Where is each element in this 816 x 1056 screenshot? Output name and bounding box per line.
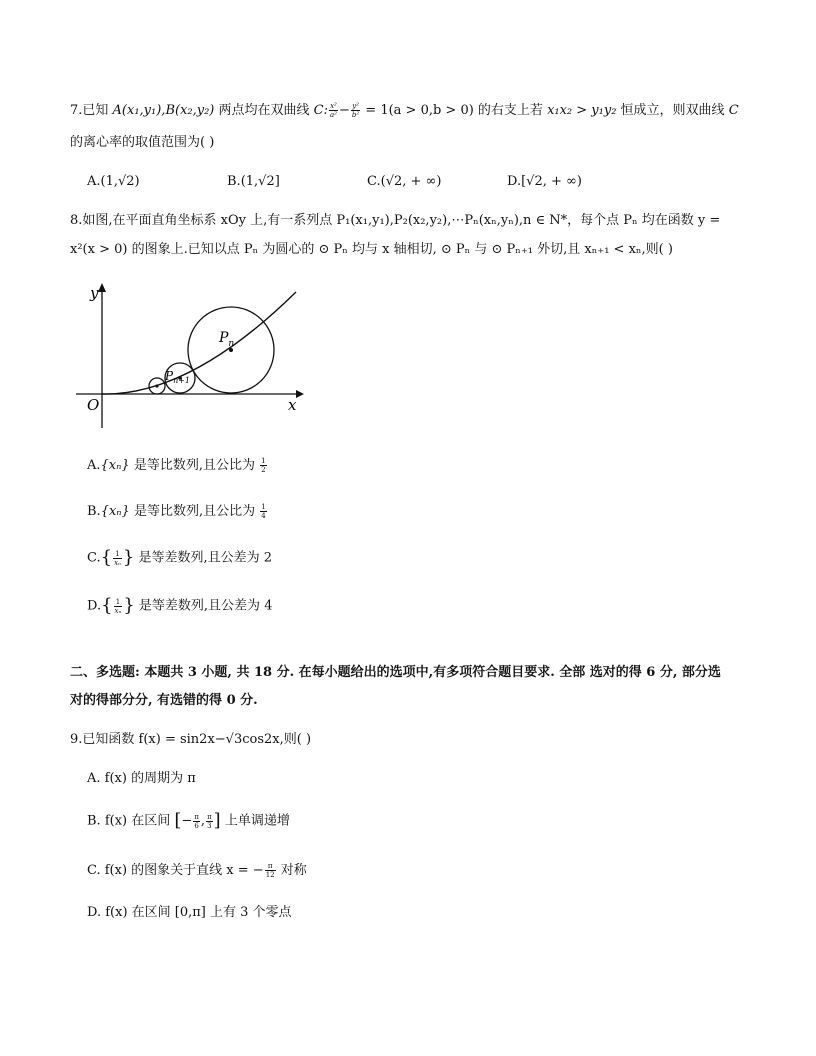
option-text-2: 对称 xyxy=(276,863,307,878)
q8-option-b[interactable] xyxy=(87,503,268,521)
q8-option-d[interactable]: D.{ $\frac{1}{\text{xₙ}}$ } 是等差数列,且公差为 4 xyxy=(87,595,273,616)
option-frac: $\frac{1}{4}$ xyxy=(261,503,266,520)
option-text: 是等比数列,且公比为 xyxy=(129,458,260,473)
pn1-label: $P_{n+1}$ xyxy=(165,369,191,385)
q7-curve-letter: C xyxy=(728,103,739,118)
option-text: (1,√2] xyxy=(240,174,280,189)
option-value: 4 xyxy=(264,598,273,614)
q9-option-d[interactable]: D. f(x) 在区间 [0,π] 上有 3 个零点 xyxy=(87,905,292,920)
section2-heading-line2: 对的得部分分, 有选错的得 0 分. xyxy=(70,693,258,708)
option-label: C. xyxy=(367,174,381,189)
q7-stem-text-2: 两点均在双曲线 xyxy=(214,103,314,118)
q7-equation: = 1(a > 0,b > 0) xyxy=(361,103,474,118)
q7-points: A(x₁,y₁),B(x₂,y₂) xyxy=(112,103,215,118)
option-text: (1,√2) xyxy=(100,174,140,189)
option-value: 2 xyxy=(263,550,273,566)
option-text: 是等差数列,且公差为 xyxy=(134,550,264,566)
option-label: B. xyxy=(227,174,241,189)
q7-condition: x₁x₂ > y₁y₂ xyxy=(547,103,617,118)
option-label: B. xyxy=(87,504,101,519)
q9-option-b[interactable]: B. f(x) 在区间 [− $\frac{\pi}{6}$ , $\frac{\pi}{3}$ ] 上单调递增 xyxy=(87,810,290,831)
x-axis-label: x xyxy=(288,396,297,414)
section2-heading-line1: 二、多选题: 本题共 3 小题, 共 18 分. 在每小题给出的选项中,有多项符合题目要求. 全部 选对的得 6 分, 部分选 xyxy=(70,665,721,680)
option-frac-2: $\frac{\pi}{3}$ xyxy=(207,812,212,830)
q9-option-a[interactable]: A. f(x) 的周期为 π xyxy=(87,771,196,786)
option-seq-frac: $\frac{1}{\text{xₙ}}$ xyxy=(114,549,121,567)
option-text: [√2, + ∞) xyxy=(521,174,582,189)
q7-option-c[interactable] xyxy=(367,173,441,191)
q7-option-d[interactable] xyxy=(507,173,582,191)
q8-figure xyxy=(70,278,310,428)
q8-stem-line1: 8.如图,在平面直角坐标系 xOy 上,有一系列点 P₁(x₁,y₁),P₂(x₂,y₂),⋯Pₙ(xₙ,yₙ),n ∈ N*，每个点 Pₙ 均在函数 y = xyxy=(70,213,721,228)
q9-option-c[interactable] xyxy=(87,862,307,880)
option-label: C. xyxy=(87,550,101,566)
pn-label: $P_n$ xyxy=(219,330,235,349)
center-small xyxy=(155,384,158,387)
option-frac: $\frac{1}{2}$ xyxy=(261,457,266,474)
option-text: (√2, + ∞) xyxy=(380,174,442,189)
option-frac-1: $\frac{\pi}{6}$ xyxy=(194,812,199,830)
option-frac: $\frac{\pi}{12}$ xyxy=(265,862,275,879)
option-seq: {xₙ} xyxy=(100,504,130,519)
q7-stem-text-4: 恒成立，则双曲线 xyxy=(616,103,729,118)
q7-stem-text-3: 的右支上若 xyxy=(473,103,548,118)
x-axis-arrow xyxy=(296,390,304,398)
origin-label: O xyxy=(87,396,100,414)
q8-option-c[interactable]: C.{ $\frac{1}{\text{xₙ}}$ } 是等差数列,且公差为 2 xyxy=(87,547,273,568)
y-axis-label: y xyxy=(90,284,99,302)
option-text: B. f(x) 在区间 xyxy=(87,813,175,829)
option-text: C. f(x) 的图象关于直线 x = − xyxy=(87,863,264,878)
q9-stem: 9.已知函数 f(x) = sin2x−√3cos2x,则( ) xyxy=(70,732,312,747)
option-text-2: 上单调递增 xyxy=(220,813,290,829)
option-seq-frac: $\frac{1}{\text{xₙ}}$ xyxy=(114,597,122,615)
y-axis-arrow xyxy=(98,283,106,292)
option-label: A. xyxy=(87,458,101,473)
option-label: D. xyxy=(87,598,102,614)
option-minus: − xyxy=(181,813,193,829)
option-text: 是等比数列,且公比为 xyxy=(129,504,260,519)
q8-option-a[interactable] xyxy=(87,457,268,475)
q7-curve-name: C: xyxy=(313,103,328,118)
q7-option-a[interactable] xyxy=(87,173,140,191)
option-label: A. xyxy=(87,174,101,189)
q7-option-b[interactable] xyxy=(227,173,280,191)
q7-frac-y: $\frac{\text{y²}}{\text{b²}}$ xyxy=(351,102,360,119)
q7-frac-x: $\frac{\text{x²}}{\text{a²}}$ xyxy=(329,102,337,119)
q7-stem-line2: 的离心率的取值范围为( ) xyxy=(70,135,215,150)
option-text: 是等差数列,且公差为 xyxy=(134,598,265,614)
option-label: D. xyxy=(507,174,522,189)
q7-stem-line1 xyxy=(70,102,739,120)
q7-stem-text: 7.已知 xyxy=(70,103,113,118)
q7-minus: − xyxy=(338,103,350,118)
q8-stem-line2: x²(x > 0) 的图象上.已知以点 Pₙ 为圆心的 ⊙ Pₙ 均与 x 轴相切, ⊙ Pₙ 与 ⊙ Pₙ₊₁ 外切,且 xₙ₊₁ < xₙ,则( ) xyxy=(70,242,673,257)
option-seq: {xₙ} xyxy=(100,458,130,473)
